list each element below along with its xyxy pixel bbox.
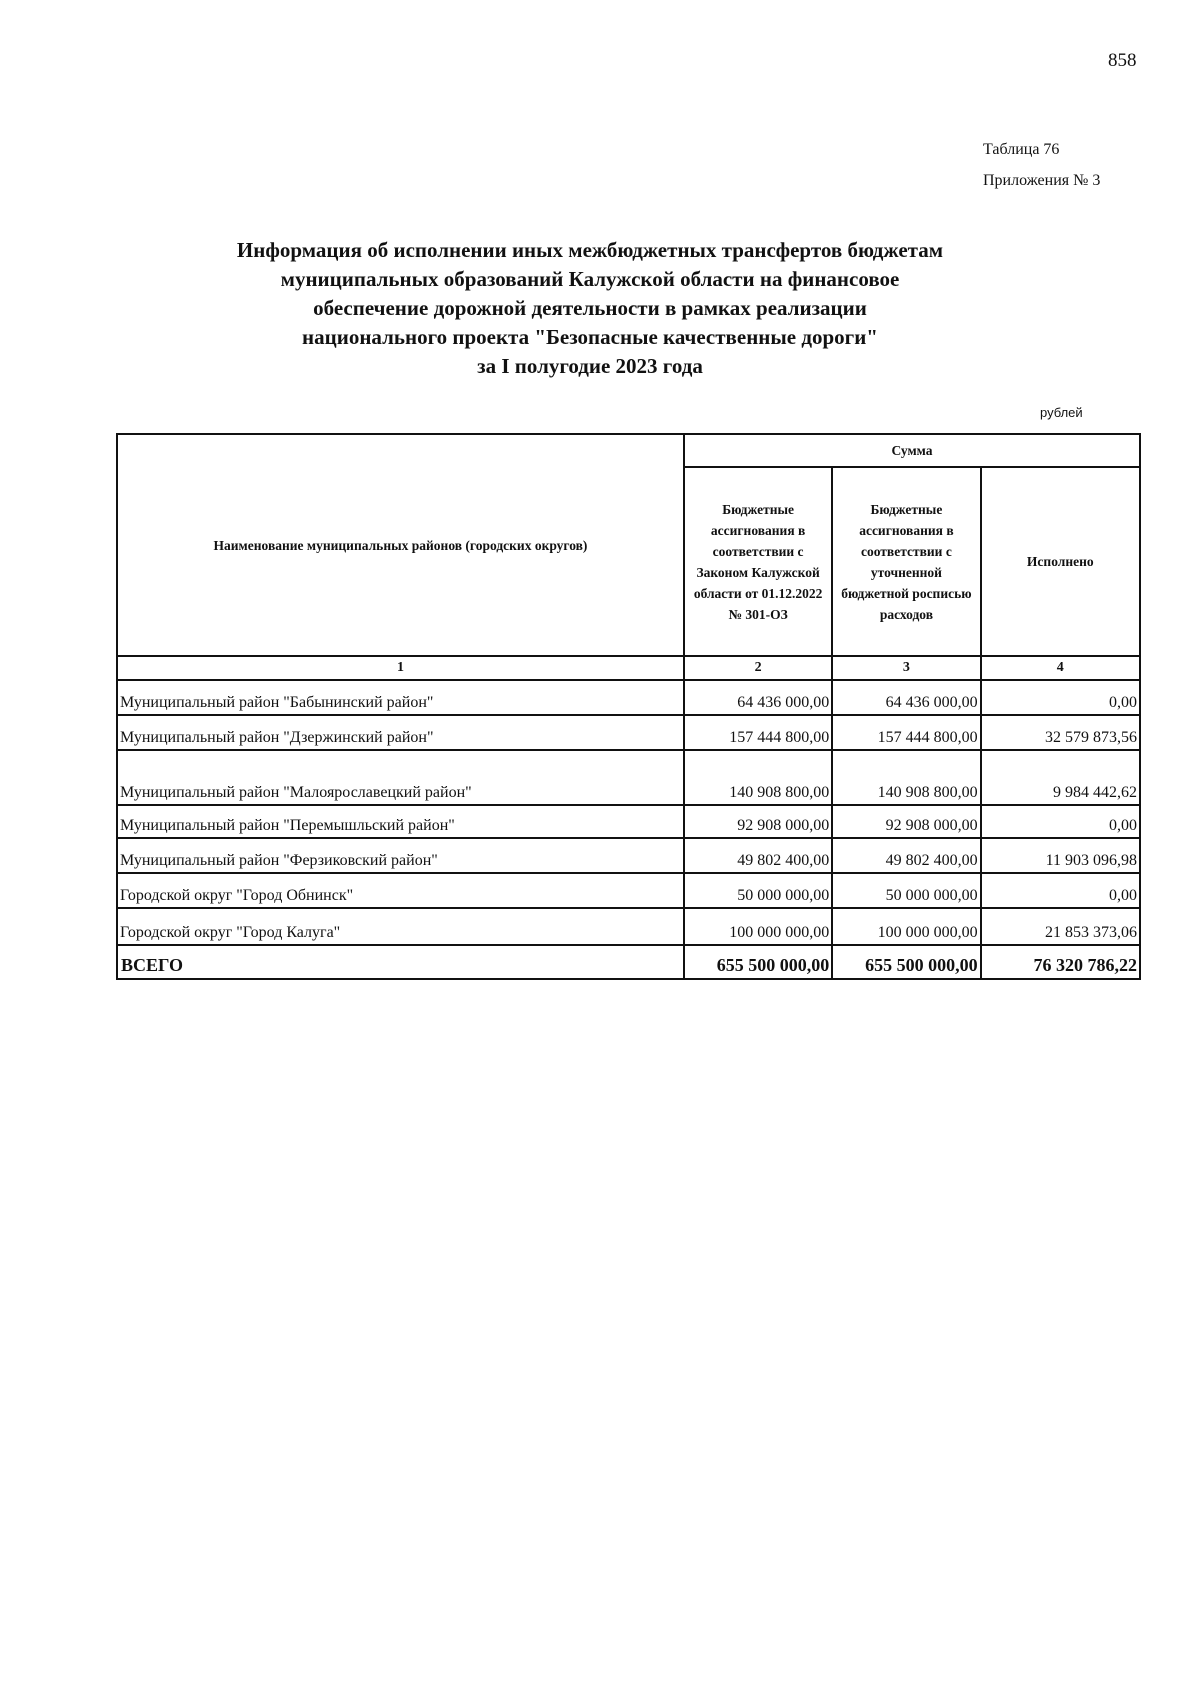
total-law-allocation: 655 500 000,00 — [684, 945, 832, 979]
executed-value: 32 579 873,56 — [981, 715, 1140, 750]
refined-allocation-value: 100 000 000,00 — [832, 908, 980, 945]
title-line: обеспечение дорожной деятельности в рамках реализации — [313, 296, 867, 320]
district-name: Муниципальный район "Ферзиковский район" — [117, 838, 684, 873]
column-numbers-row — [117, 656, 1140, 680]
header-sum-group: Сумма — [684, 434, 1140, 467]
law-allocation-value: 100 000 000,00 — [684, 908, 832, 945]
document-title — [150, 236, 1030, 381]
header-refined-allocations: Бюджетные ассигнования в соответствии с уточненной бюджетной росписью расходов — [832, 467, 980, 656]
appendix-number: Приложения № 3 — [983, 172, 1101, 189]
total-label: ВСЕГО — [117, 945, 684, 979]
units-label: рублей — [1040, 405, 1083, 420]
table-row — [117, 750, 1140, 805]
district-name: Муниципальный район "Перемышльский район" — [117, 805, 684, 838]
district-name: Муниципальный район "Дзержинский район" — [117, 715, 684, 750]
law-allocation-value: 157 444 800,00 — [684, 715, 832, 750]
law-allocation-value: 49 802 400,00 — [684, 838, 832, 873]
refined-allocation-value: 157 444 800,00 — [832, 715, 980, 750]
refined-allocation-value: 92 908 000,00 — [832, 805, 980, 838]
table-row — [117, 908, 1140, 945]
district-name: Городской округ "Город Обнинск" — [117, 873, 684, 908]
refined-allocation-value: 49 802 400,00 — [832, 838, 980, 873]
executed-value: 21 853 373,06 — [981, 908, 1140, 945]
column-number: 3 — [832, 656, 980, 680]
table-row — [117, 838, 1140, 873]
refined-allocation-value: 140 908 800,00 — [832, 750, 980, 805]
executed-value: 9 984 442,62 — [981, 750, 1140, 805]
executed-value: 0,00 — [981, 873, 1140, 908]
district-name: Муниципальный район "Малоярославецкий район" — [117, 750, 684, 805]
executed-value: 0,00 — [981, 805, 1140, 838]
title-line: национального проекта "Безопасные качественные дороги" — [302, 325, 878, 349]
table-row — [117, 873, 1140, 908]
total-row — [117, 945, 1140, 979]
total-executed: 76 320 786,22 — [981, 945, 1140, 979]
header-law-allocations: Бюджетные ассигнования в соответствии с Законом Калужской области от 01.12.2022 № 301-ОЗ — [684, 467, 832, 656]
table-row — [117, 805, 1140, 838]
refined-allocation-value: 50 000 000,00 — [832, 873, 980, 908]
table-row — [117, 715, 1140, 750]
header-executed: Исполнено — [981, 467, 1140, 656]
law-allocation-value: 50 000 000,00 — [684, 873, 832, 908]
title-line: муниципальных образований Калужской области на финансовое — [280, 267, 900, 291]
title-line: за I полугодие 2023 года — [477, 354, 703, 378]
page-number: 858 — [1108, 50, 1137, 71]
table-reference — [983, 134, 1100, 196]
district-name: Городской округ "Город Калуга" — [117, 908, 684, 945]
column-number: 1 — [117, 656, 684, 680]
executed-value: 0,00 — [981, 680, 1140, 715]
title-line: Информация об исполнении иных межбюджетных трансфертов бюджетам — [236, 238, 944, 262]
table-row — [117, 680, 1140, 715]
law-allocation-value: 64 436 000,00 — [684, 680, 832, 715]
transfers-table — [116, 433, 1141, 980]
table-number: Таблица 76 — [983, 141, 1060, 158]
law-allocation-value: 140 908 800,00 — [684, 750, 832, 805]
law-allocation-value: 92 908 000,00 — [684, 805, 832, 838]
column-number: 4 — [981, 656, 1140, 680]
total-refined-allocation: 655 500 000,00 — [832, 945, 980, 979]
header-name-column: Наименование муниципальных районов (городских округов) — [117, 434, 684, 656]
executed-value: 11 903 096,98 — [981, 838, 1140, 873]
district-name: Муниципальный район "Бабынинский район" — [117, 680, 684, 715]
refined-allocation-value: 64 436 000,00 — [832, 680, 980, 715]
column-number: 2 — [684, 656, 832, 680]
